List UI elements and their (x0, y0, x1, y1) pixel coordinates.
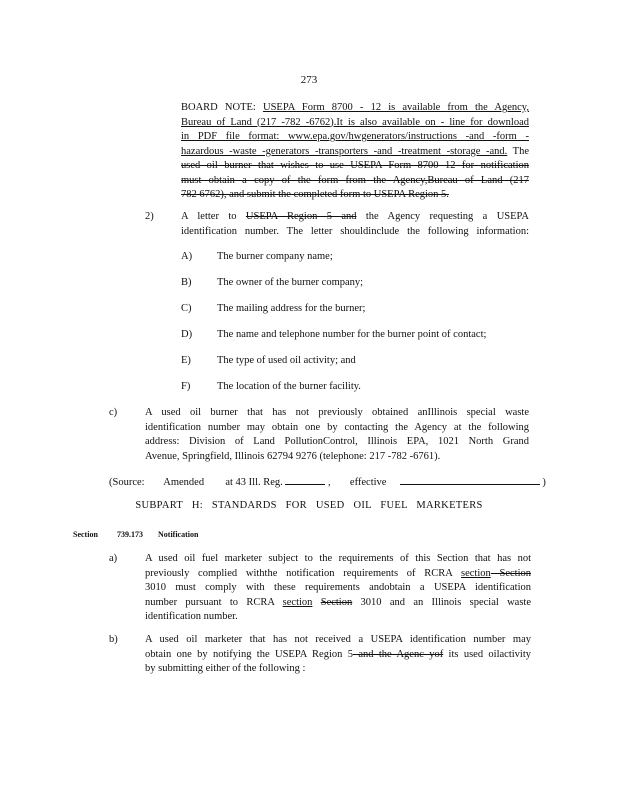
source-effective: effective (349, 477, 387, 488)
section-number: 739.173 (117, 530, 143, 539)
text-segment: 3010 and an Illinois special waste (352, 596, 531, 608)
text-segment: identification number. (145, 611, 238, 622)
source-amended: Amended (163, 477, 205, 488)
struck-text: Section (490, 567, 531, 579)
subitem-text: The location of the burner facility. (217, 381, 361, 392)
subitem-text: The type of used oil activity; and (217, 355, 356, 366)
underlined-text: section (461, 567, 491, 579)
struck-text: and the Agenc yof (352, 648, 444, 660)
underlined-text: section (282, 596, 313, 608)
subitem-label: F) (181, 381, 191, 392)
struck-text: Section (320, 596, 353, 608)
text-segment (312, 597, 320, 608)
text-segment: The (507, 145, 530, 157)
text-segment: by submitting either of the following : (145, 663, 306, 674)
text-segment: 3010 must comply with these requirements andobtain a USEPA identification (145, 582, 531, 593)
subitem-label: D) (181, 329, 193, 340)
item-a-line (145, 581, 531, 596)
section-label: Section (73, 530, 98, 539)
subitem-text: The mailing address for the burner; (217, 303, 366, 314)
text-segment: previously complied withthe notification requirements of RCRA (145, 567, 462, 579)
subitem-label: C) (181, 303, 192, 314)
text-segment: number pursuant to RCRA (145, 596, 283, 608)
source-ref: at 43 Ill. Reg. (225, 477, 283, 488)
item-a-line (145, 610, 531, 625)
item-b-text (145, 633, 531, 677)
item-a-text (145, 552, 531, 625)
subitem-label: E) (181, 355, 191, 366)
underlined-text: USEPA Form 8700 - 12 is available from the Agency, (262, 102, 529, 113)
item-a-line (145, 567, 531, 582)
underlined-text: Bureau of Land (217 -782 -6762).It is also available on - line for download (181, 116, 529, 128)
text-segment: A used oil fuel marketer subject to the requirements of this Section that has not (145, 553, 531, 564)
section-title: Notification (158, 530, 199, 539)
item-a-line (145, 596, 531, 611)
subpart-heading: SUBPART H: STANDARDS FOR USED OIL FUEL MARKETERS (135, 500, 483, 511)
board-note-line (181, 145, 529, 160)
effective-date-blank (400, 474, 540, 485)
text-segment: the Agency requesting a USEPA (356, 211, 529, 222)
item-b-line (145, 662, 531, 677)
text-segment: A letter to (181, 211, 246, 222)
item-c-label: c) (109, 407, 118, 418)
struck-text: used oil burner that wishes to use USEPA Form 8700 12 for notification (181, 160, 529, 171)
item-2-label: 2) (145, 211, 154, 222)
text-segment: its used oilactivity (443, 648, 531, 660)
board-note-line (181, 174, 529, 189)
board-note-line (181, 116, 529, 131)
page-number: 273 (300, 74, 318, 86)
item-2-line: identification number. The letter shouldinclude the following information: (181, 225, 529, 237)
item-c-line: Avenue, Springfield, Illinois 62794 9276 (telephone: 217 -782 -6761). (145, 450, 441, 462)
item-b-line (145, 633, 531, 648)
subitem-label: B) (181, 277, 192, 288)
source-open: (Source: (109, 477, 145, 488)
item-2-line (181, 210, 529, 225)
board-note-line (181, 159, 529, 174)
item-c-line: A used oil burner that has not previously obtained anIllinois special waste (145, 407, 529, 418)
item-b-label: b) (109, 634, 118, 645)
register-volume-blank (285, 474, 325, 485)
item-c-line: identification number may obtain one by contacting the Agency at the following (145, 421, 529, 433)
board-note-line (181, 101, 529, 116)
underlined-text: in PDF file format: www.epa.gov/hwgenerators/instructions -and -form - (181, 131, 529, 142)
struck-text: 782 6762), and submit the completed form to USEPA Region 5. (181, 189, 449, 200)
item-c-text (145, 406, 529, 464)
struck-text: USEPA Region 5 and (245, 211, 357, 222)
source-close: ) (542, 477, 546, 488)
board-note-line (181, 188, 529, 203)
item-a-label: a) (109, 553, 118, 564)
subitem-text: The burner company name; (217, 251, 333, 262)
source-comma: , (328, 477, 331, 488)
subitem-label: A) (181, 251, 193, 262)
board-note-line (181, 130, 529, 145)
board-note (181, 101, 529, 203)
text-segment: BOARD NOTE: (181, 102, 263, 113)
source-note (109, 474, 546, 491)
item-b-line (145, 648, 531, 663)
text-segment: A used oil marketer that has not received a USEPA identification number may (145, 634, 531, 645)
underlined-text: hazardous -waste -generators -transporters -and -treatment -storage -and. (181, 145, 508, 157)
text-segment: obtain one by notifying the USEPA Region 5 (145, 648, 353, 660)
struck-text: must obtain a copy of the form from the Agency,Bureau of Land (217 (181, 174, 529, 186)
item-c-line: address: Division of Land PollutionControl, Illinois EPA, 1021 North Grand (145, 436, 529, 447)
subitem-text: The owner of the burner company; (217, 277, 364, 288)
item-2-text (181, 210, 529, 239)
item-a-line (145, 552, 531, 567)
subitem-text: The name and telephone number for the burner point of contact; (217, 329, 487, 340)
